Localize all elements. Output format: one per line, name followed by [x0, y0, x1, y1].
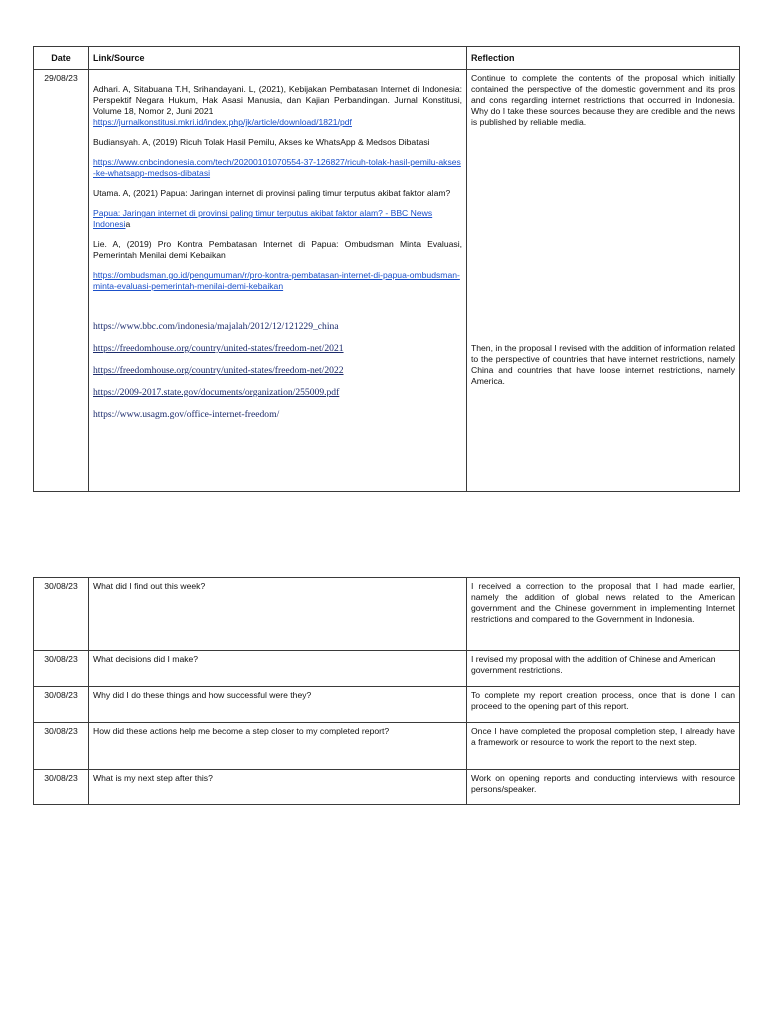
- reflection-text-2: Then, in the proposal I revised with the addition of information related to the perspective of countries that have internet restrictions, namely China and countries that have loose internet restrictions, namely America.: [471, 343, 735, 386]
- research-log-table: [33, 46, 740, 492]
- header-source: Link/Source: [89, 47, 467, 70]
- reference-lie: Lie. A, (2019) Pro Kontra Pembatasan Internet di Papua: Ombudsman Minta Evaluasi, Pemerintah Menilai demi Kebaikan: [93, 239, 462, 260]
- reflection-text-1: Continue to complete the contents of the proposal which initially contained the perspective of the domestic government and its pros and cons regarding internet restrictions that occurred in Indonesia. Why do I take these sources because they are credible and the news is published by reliable media.: [471, 73, 735, 127]
- table-row: [34, 578, 740, 651]
- link-ombudsman[interactable]: https://ombudsman.go.id/pengumuman/r/pro-kontra-pembatasan-internet-di-papua-ombudsman-minta-evaluasi-pemerintah-menilai-demi-kebaikan: [93, 270, 460, 291]
- reference-adhari: Adhari. A, Sitabuana T.H, Srihandayani. L, (2021), Kebijakan Pembatasan Internet di Indonesia: Perspektif Negara Hukum, Hak Asasi Manusia, dan Kajian Perbandingan. Jurnal Konstitusi, Volume 18, Nomor 2, Juni 2021: [93, 84, 462, 116]
- link-usagm[interactable]: https://www.usagm.gov/office-internet-freedom/: [93, 409, 280, 420]
- row-question: Why did I do these things and how successful were they?: [89, 687, 467, 723]
- row-answer: To complete my report creation process, once that is done I can proceed to the opening part of this report.: [467, 687, 740, 723]
- row-date: 30/08/23: [34, 687, 89, 723]
- row-question: What did I find out this week?: [89, 578, 467, 651]
- row-date: 30/08/23: [34, 651, 89, 687]
- table-row: [34, 770, 740, 805]
- link-jurnal-konstitusi[interactable]: https://jurnalkonstitusi.mkri.id/index.php/jk/article/download/1821/pdf: [93, 117, 352, 127]
- row-answer: Once I have completed the proposal completion step, I already have a framework or resource to work the report to the next step.: [467, 723, 740, 770]
- row-date: 30/08/23: [34, 578, 89, 651]
- table-row: [34, 723, 740, 770]
- row-question: What is my next step after this?: [89, 770, 467, 805]
- table-row: [34, 687, 740, 723]
- link-cnbc[interactable]: https://www.cnbcindonesia.com/tech/20200101070554-37-126827/ricuh-tolak-hasil-pemilu-akses-ke-whatsapp-medsos-dibatasi: [93, 157, 461, 178]
- link-freedomhouse-2022[interactable]: https://freedomhouse.org/country/united-states/freedom-net/2022: [93, 365, 344, 376]
- link-bbc-papua[interactable]: Papua: Jaringan internet di provinsi paling timur terputus akibat faktor alam? - BBC News Indonesi: [93, 208, 433, 229]
- entry-date: 29/08/23: [34, 70, 89, 492]
- row-answer: I received a correction to the proposal that I had made earlier, namely the addition of global news related to the American government and the Chinese government in implementing Internet restrictions and compared to the Government in Indonesia.: [467, 578, 740, 651]
- row-date: 30/08/23: [34, 723, 89, 770]
- header-date: Date: [34, 47, 89, 70]
- row-question: How did these actions help me become a step closer to my completed report?: [89, 723, 467, 770]
- link-bbc-china[interactable]: https://www.bbc.com/indonesia/majalah/2012/12/121229_china: [93, 321, 339, 332]
- reference-budiansyah: Budiansyah. A, (2019) Ricuh Tolak Hasil Pemilu, Akses ke WhatsApp & Medsos Dibatasi: [93, 137, 430, 147]
- row-date: 30/08/23: [34, 770, 89, 805]
- link-freedomhouse-2021[interactable]: https://freedomhouse.org/country/united-states/freedom-net/2021: [93, 343, 344, 354]
- link-state-gov[interactable]: https://2009-2017.state.gov/documents/organization/255009.pdf: [93, 387, 340, 398]
- weekly-reflection-table: [33, 577, 740, 805]
- row-question: What decisions did I make?: [89, 651, 467, 687]
- row-answer: Work on opening reports and conducting interviews with resource persons/speaker.: [467, 770, 740, 805]
- reflection-cell: [467, 70, 740, 492]
- row-answer: I revised my proposal with the addition of Chinese and American government restrictions.: [467, 651, 740, 687]
- reference-utama: Utama. A, (2021) Papua: Jaringan internet di provinsi paling timur terputus akibat faktor alam?: [93, 188, 451, 198]
- sources-cell: [89, 70, 467, 492]
- link-suffix: a: [125, 219, 131, 229]
- table-row: [34, 651, 740, 687]
- header-reflection: Reflection: [467, 47, 740, 70]
